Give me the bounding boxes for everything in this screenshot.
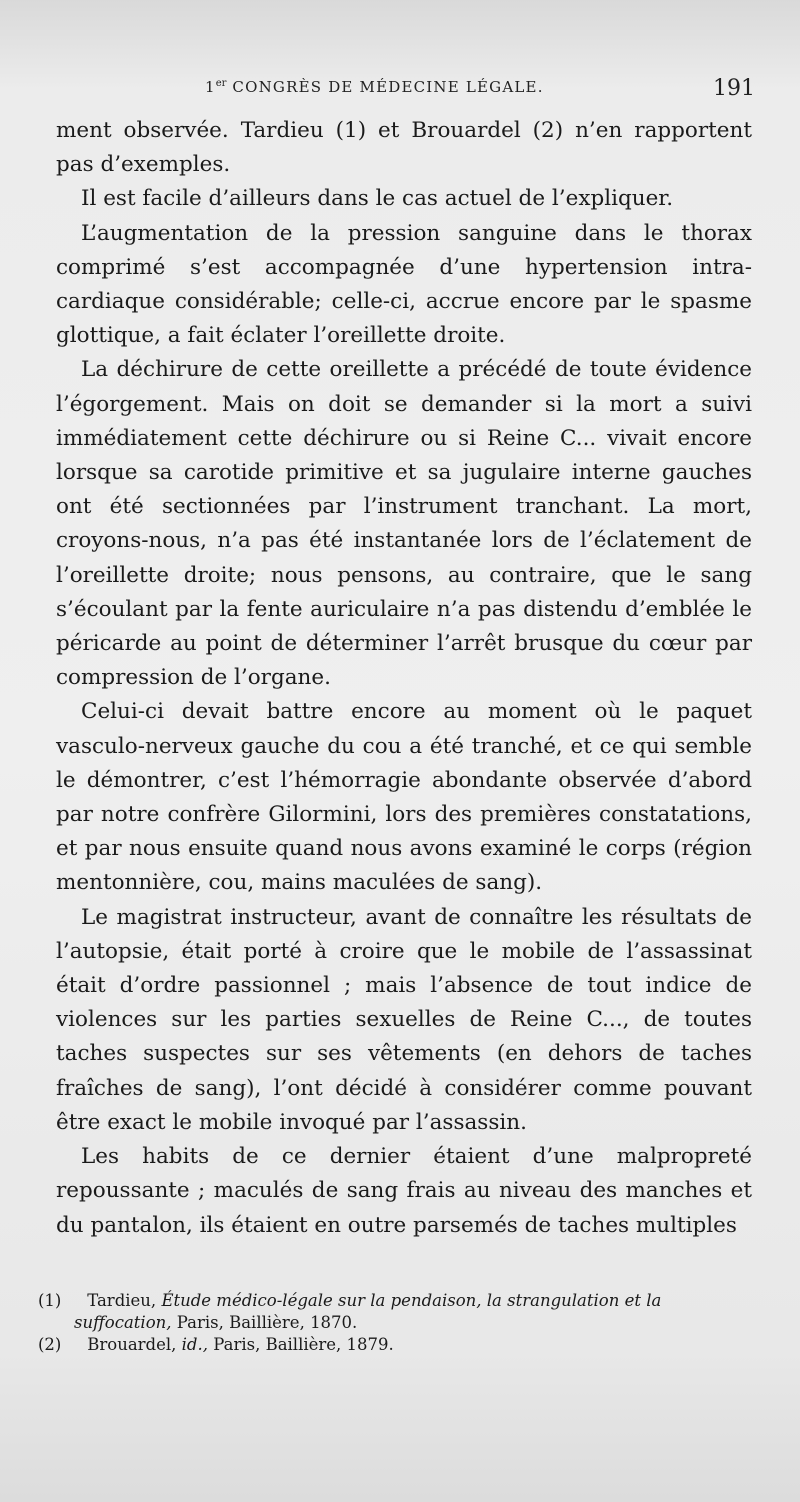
footnote-work-title: id., — [181, 1335, 208, 1354]
footnotes — [38, 1290, 752, 1356]
footnote-author: Brouardel, — [87, 1335, 177, 1354]
congress-ordinal-suffix: er — [215, 78, 227, 89]
footnote-work-title: Étude médico-légale sur la pendaison, la strangulation et la suffocation, — [74, 1291, 662, 1332]
footnote-marker: (2) — [38, 1335, 62, 1354]
paragraph: La déchirure de cette oreillette a précédé de toute évidence l’égorgement. Mais on doit se demander si la mort a suivi immédiatement cette déchirure ou si Reine C... vivait encore lorsque sa carotide primitive et sa jugulaire interne gauches ont été sectionnées par l’instrument tranchant. La mort, croyons-nous, n’a pas été instantanée lors de l’éclatement de l’oreillette droite; nous pensons, au contraire, que le sang s’écoulant par la fente auriculaire n’a pas distendu d’emblée le péricarde au point de déterminer l’arrêt brusque du cœur par compression de l’organe. — [56, 357, 752, 691]
footnote — [38, 1334, 752, 1356]
paragraph: Il est facile d’ailleurs dans le cas actuel de l’expliquer. — [81, 186, 674, 212]
footnote-marker: (1) — [38, 1291, 62, 1310]
paragraph: Le magistrat instructeur, avant de connaître les résultats de l’autopsie, était porté à croire que le mobile de l’assassinat était d’ordre passionnel ; mais l’absence de tout indice de violences sur les parties sexuelles de Reine C..., de toutes taches suspectes sur ses vêtements (en dehors de taches fraîches de sang), l’ont décidé à considérer comme pouvant être exact le mobile invoqué par l’assassin. — [56, 904, 752, 1135]
footnote-imprint: Paris, Baillière, 1870. — [176, 1313, 358, 1332]
congress-ordinal: 1 — [205, 78, 216, 96]
page-number: 191 — [713, 76, 755, 101]
body-text — [56, 114, 752, 1243]
footnote — [38, 1290, 752, 1334]
running-header — [205, 76, 755, 106]
paragraph-continuation: ment observée. Tardieu (1) et Brouardel (2) n’en rapportent pas d’exemples. — [56, 118, 752, 178]
running-title — [205, 78, 544, 96]
paragraph: Les habits de ce dernier étaient d’une malpropreté repoussante ; maculés de sang frais au niveau des manches et du pantalon, ils étaient en outre parsemés de taches multiples — [56, 1144, 752, 1238]
paragraph: L’augmentation de la pression sanguine dans le thorax comprimé s’est accompagnée d’une hypertension intra-cardiaque considérable; celle-ci, accrue encore par le spasme glottique, a fait éclater l’oreillette droite. — [56, 220, 752, 349]
footnote-author: Tardieu, — [87, 1291, 157, 1310]
footnote-imprint: Paris, Baillière, 1879. — [213, 1335, 394, 1354]
congress-title: CONGRÈS DE MÉDECINE LÉGALE. — [232, 78, 544, 96]
paragraph: Celui-ci devait battre encore au moment où le paquet vasculo-nerveux gauche du cou a été tranché, et ce qui semble le démontrer, c’est l’hémorragie abondante observée d’abord par notre confrère Gilormini, lors des premières constatations, et par nous ensuite quand nous avons examiné le corps (région mentonnière, cou, mains maculées de sang). — [56, 699, 752, 896]
